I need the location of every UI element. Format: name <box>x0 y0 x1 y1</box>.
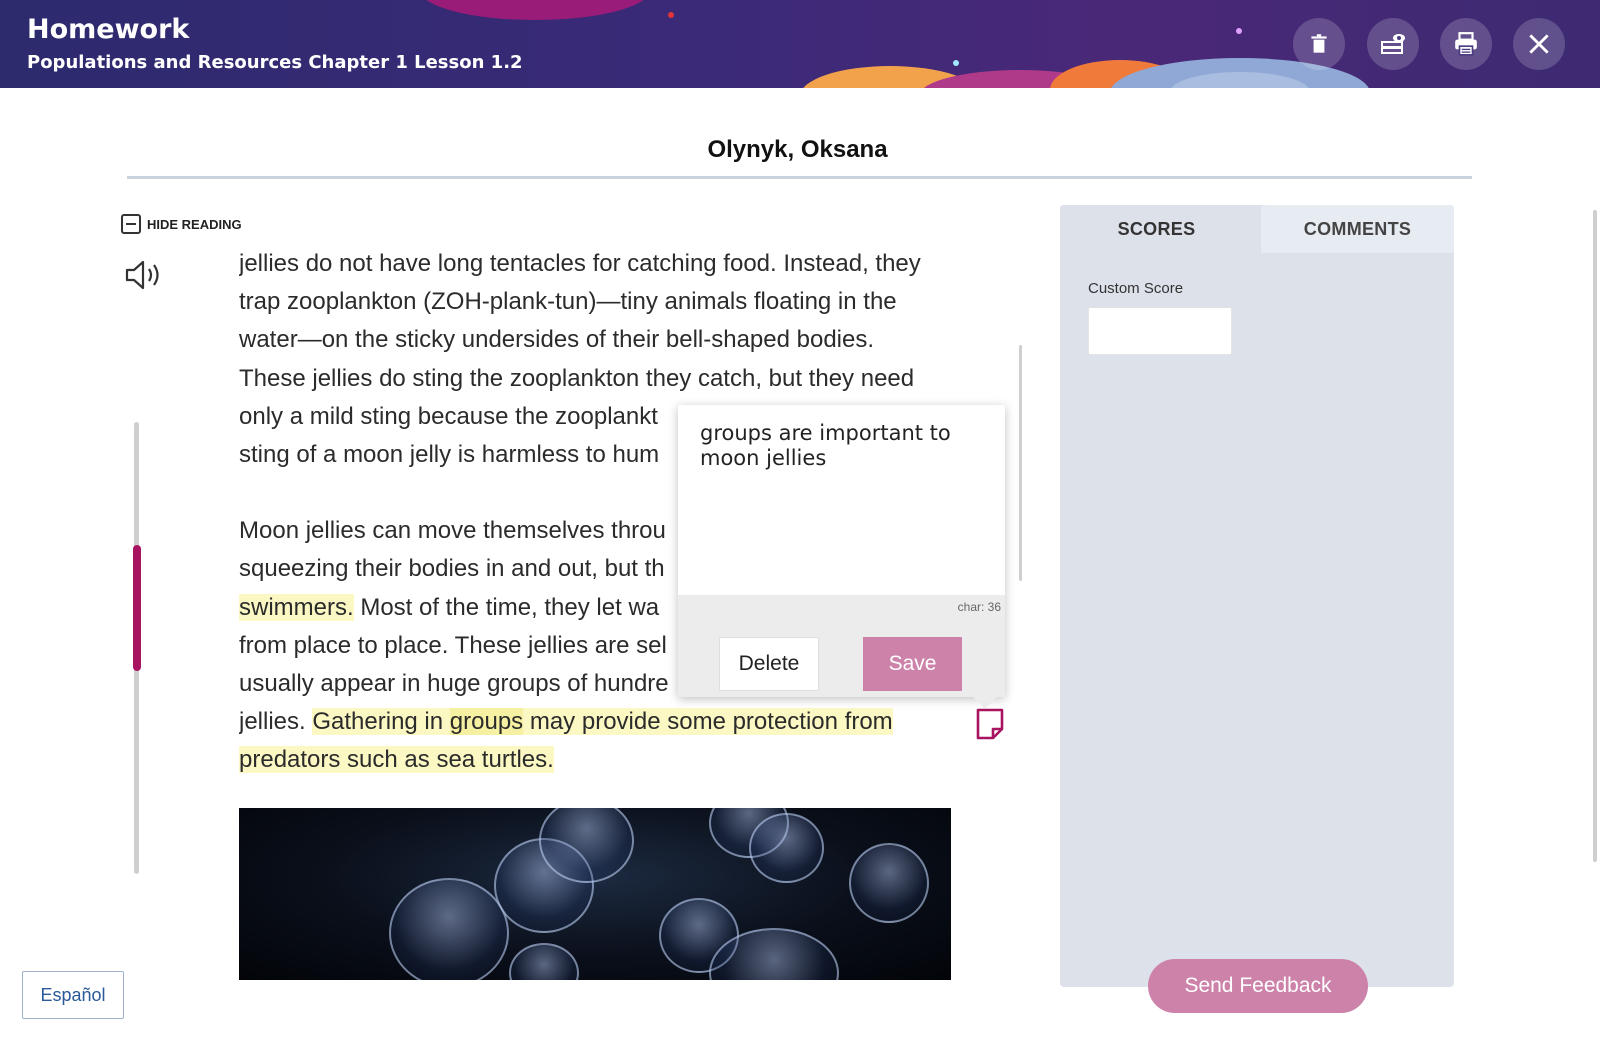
hide-reading-toggle[interactable] <box>121 214 242 234</box>
save-annotation-button[interactable]: Save <box>863 637 962 691</box>
char-count: char: 36 <box>957 600 1001 614</box>
page-scrollbar[interactable] <box>1593 210 1597 862</box>
reading-line: squeezing their bodies in and out, but th <box>239 555 665 583</box>
reading-line: sting of a moon jelly is harmless to hum <box>239 441 660 469</box>
trash-icon <box>1306 31 1332 57</box>
print-button[interactable] <box>1440 18 1492 70</box>
moon-jellies-photo <box>239 808 951 980</box>
divider <box>127 176 1472 179</box>
send-feedback-button[interactable]: Send Feedback <box>1148 959 1368 1013</box>
reading-line: water—on the sticky undersides of their bell-shaped bodies. <box>239 326 875 354</box>
student-name: Olynyk, Oksana <box>707 136 888 163</box>
delete-annotation-button[interactable]: Delete <box>719 637 819 691</box>
reading-text: Most of the time, they let wa <box>353 593 660 621</box>
delete-button[interactable] <box>1293 18 1345 70</box>
highlight[interactable]: Gathering in <box>312 708 450 736</box>
note-icon[interactable] <box>975 707 1005 741</box>
collapse-icon <box>121 214 141 234</box>
reading-line: from place to place. These jellies are sel <box>239 631 667 659</box>
preview-icon <box>1380 31 1406 57</box>
language-toggle-button[interactable]: Español <box>22 971 124 1019</box>
app-header <box>0 0 1600 88</box>
highlight[interactable]: swimmers. <box>239 593 354 621</box>
close-icon <box>1526 31 1552 57</box>
annotation-popover <box>678 405 1005 697</box>
highlight[interactable]: may provide some protection from <box>523 708 893 736</box>
reading-line: trap zooplankton (ZOH-plank-tun)—tiny animals floating in the <box>239 288 897 316</box>
reading-line <box>239 703 959 741</box>
annotation-footer <box>678 595 1005 697</box>
partial-line <box>239 229 959 245</box>
reading-text: jellies. <box>239 708 313 736</box>
reading-line <box>239 741 959 779</box>
page-title: Homework <box>27 14 190 45</box>
reading-line: jellies do not have long tentacles for catching food. Instead, they <box>239 250 921 277</box>
lesson-subtitle: Populations and Resources Chapter 1 Lesson 1.2 <box>27 52 523 73</box>
highlight[interactable]: predators such as sea turtles. <box>239 746 554 774</box>
custom-score-input[interactable] <box>1088 307 1232 355</box>
custom-score-label: Custom Score <box>1088 280 1184 297</box>
annotated-highlight[interactable]: groups <box>449 708 524 736</box>
preview-button[interactable] <box>1367 18 1419 70</box>
reading-line: usually appear in huge groups of hundre <box>239 670 669 698</box>
reading-scrollbar[interactable] <box>1019 345 1022 581</box>
popover-pointer <box>971 695 999 709</box>
print-icon <box>1453 31 1479 57</box>
speaker-icon[interactable] <box>124 258 166 292</box>
tab-comments[interactable]: COMMENTS <box>1261 205 1454 253</box>
hide-reading-label: HIDE READING <box>147 216 242 232</box>
reading-line: These jellies do sting the zooplankton they catch, but they need <box>239 364 915 392</box>
tab-scores[interactable]: SCORES <box>1060 205 1253 253</box>
close-button[interactable] <box>1513 18 1565 70</box>
reading-progress-thumb[interactable] <box>133 545 141 671</box>
annotation-textarea[interactable]: groups are important to moon jellies <box>700 421 951 470</box>
reading-line: only a mild sting because the zooplankt <box>239 402 658 430</box>
reading-line: Moon jellies can move themselves throu <box>239 517 666 545</box>
